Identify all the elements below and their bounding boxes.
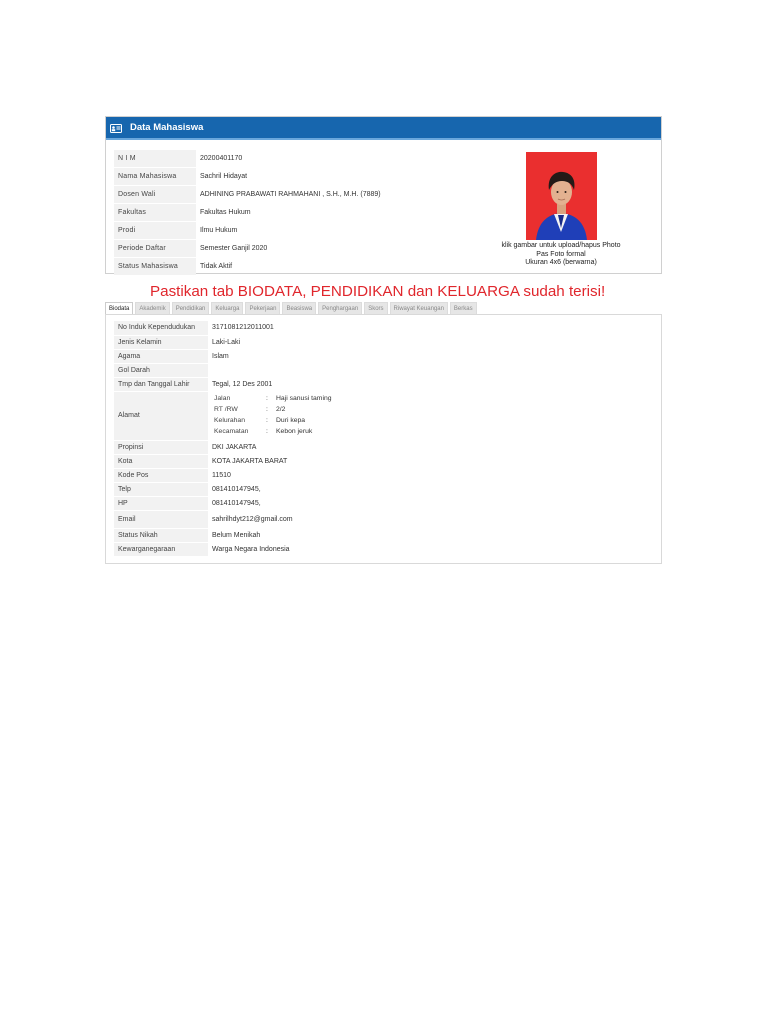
info-row [114, 258, 385, 276]
info-row [114, 168, 385, 186]
address-value: Kebon jeruk [274, 426, 334, 437]
info-label: Prodi [114, 222, 196, 240]
biodata-label: Alamat [114, 391, 208, 440]
info-row [114, 222, 385, 240]
tab-pekerjaan[interactable]: Pekerjaan [245, 302, 280, 315]
biodata-value: Tegal, 12 Des 2001 [208, 377, 338, 391]
info-value: 20200401170 [196, 150, 385, 168]
tab-penghargaan[interactable]: Penghargaan [318, 302, 362, 315]
biodata-value: Belum Menikah [208, 528, 338, 542]
biodata-label: Telp [114, 482, 208, 496]
photo-caption-line: klik gambar untuk upload/hapus Photo [501, 242, 621, 249]
panel-header [106, 117, 661, 140]
tab-beasiswa[interactable]: Beasiswa [282, 302, 316, 315]
tab-berkas[interactable]: Berkas [450, 302, 477, 315]
info-label: Nama Mahasiswa [114, 168, 196, 186]
biodata-label: Kode Pos [114, 468, 208, 482]
address-table [212, 394, 334, 438]
biodata-label: Kota [114, 454, 208, 468]
address-colon: : [264, 404, 274, 415]
info-row [114, 204, 385, 222]
address-key: Jalan [212, 394, 264, 405]
info-value: Ilmu Hukum [196, 222, 385, 240]
biodata-row [114, 482, 338, 496]
biodata-label: Agama [114, 349, 208, 363]
biodata-value: KOTA JAKARTA BARAT [208, 454, 338, 468]
biodata-value: 081410147945, [208, 482, 338, 496]
biodata-row [114, 454, 338, 468]
address-value: 2/2 [274, 404, 334, 415]
tab-skors[interactable]: Skors [364, 302, 387, 315]
biodata-value: 081410147945, [208, 496, 338, 510]
tab-riwayat-keuangan[interactable]: Riwayat Keuangan [390, 302, 448, 315]
data-mahasiswa-panel [105, 116, 662, 274]
biodata-row [114, 349, 338, 363]
biodata-label: Kewarganegaraan [114, 542, 208, 556]
biodata-label: No Induk Kependudukan [114, 321, 208, 335]
student-photo[interactable] [526, 152, 597, 240]
info-value: Sachril Hidayat [196, 168, 385, 186]
address-value: Haji sanusi taming [276, 395, 332, 402]
id-card-icon [110, 124, 122, 132]
address-key: RT /RW [212, 404, 264, 415]
address-block [208, 391, 338, 440]
address-value: Duri kepa [274, 415, 334, 426]
address-colon: : [264, 415, 274, 426]
biodata-label: Propinsi [114, 440, 208, 454]
biodata-row [114, 510, 338, 528]
biodata-label: Status Nikah [114, 528, 208, 542]
biodata-label: Jenis Kelamin [114, 335, 208, 349]
biodata-label: Gol Darah [114, 363, 208, 377]
biodata-row [114, 528, 338, 542]
biodata-value: Islam [208, 349, 338, 363]
info-value: ADHINING PRABAWATI RAHMAHANI , S.H., M.H. (7889) [196, 186, 385, 204]
biodata-panel [105, 314, 662, 564]
biodata-label: HP [114, 496, 208, 510]
biodata-row [114, 377, 338, 391]
warning-banner: Pastikan tab BIODATA, PENDIDIKAN dan KELUARGA sudah terisi! [150, 283, 606, 300]
student-info-table [114, 150, 385, 276]
biodata-value: DKI JAKARTA [208, 440, 338, 454]
tab-akademik[interactable]: Akademik [135, 302, 169, 315]
biodata-label: Email [114, 510, 208, 528]
biodata-row [114, 335, 338, 349]
tab-keluarga[interactable]: Keluarga [211, 302, 243, 315]
biodata-value: 3171081212011001 [208, 321, 338, 335]
info-row [114, 240, 385, 258]
biodata-row [114, 542, 338, 556]
tab-biodata[interactable]: Biodata [105, 302, 133, 315]
biodata-value: 11510 [208, 468, 338, 482]
info-row [114, 150, 385, 168]
biodata-row [114, 391, 338, 440]
biodata-value [208, 363, 338, 377]
tab-pendidikan[interactable]: Pendidikan [172, 302, 210, 315]
biodata-label: Tmp dan Tanggal Lahir [114, 377, 208, 391]
info-label: Periode Daftar [114, 240, 196, 258]
biodata-row [114, 468, 338, 482]
biodata-row [114, 440, 338, 454]
biodata-value: Laki-Laki [208, 335, 338, 349]
info-value: Tidak Aktif [196, 258, 385, 276]
photo-caption [486, 242, 636, 268]
info-label: Dosen Wali [114, 186, 196, 204]
info-row [114, 186, 385, 204]
biodata-value: Warga Negara Indonesia [208, 542, 338, 556]
photo-caption-line: Pas Foto formal [536, 250, 586, 258]
info-label: Status Mahasiswa [114, 258, 196, 276]
info-value: Fakultas Hukum [196, 204, 385, 222]
info-value: Semester Ganjil 2020 [196, 240, 385, 258]
photo-caption-line: Ukuran 4x6 (berwarna) [525, 259, 597, 266]
address-colon: : [264, 394, 274, 405]
panel-title: Data Mahasiswa [130, 122, 204, 133]
biodata-row [114, 363, 338, 377]
biodata-row [114, 321, 338, 335]
info-label: N I M [114, 150, 196, 168]
biodata-table [114, 321, 338, 557]
address-key: Kelurahan [212, 415, 264, 426]
person-photo-icon [526, 152, 597, 240]
info-label: Fakultas [114, 204, 196, 222]
address-key: Kecamatan [212, 426, 264, 437]
biodata-row [114, 496, 338, 510]
biodata-value: sahrilhdyt212@gmail.com [208, 510, 338, 528]
address-colon: : [264, 426, 274, 437]
